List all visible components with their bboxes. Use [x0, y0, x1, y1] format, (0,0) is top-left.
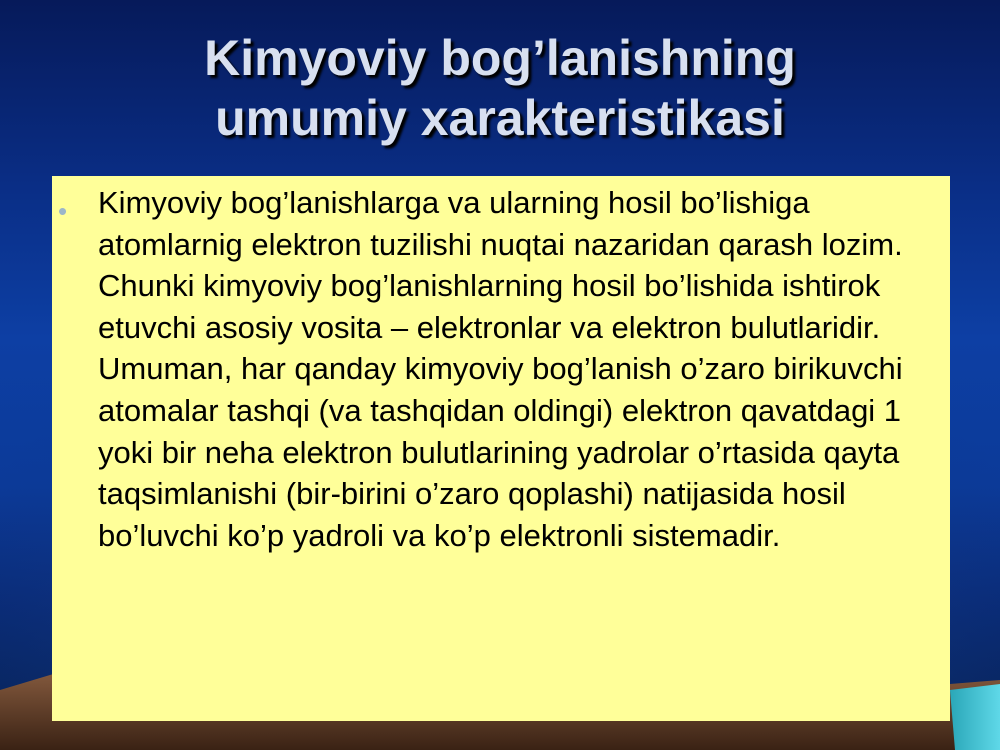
water-shape [950, 684, 1000, 750]
body-text: Kimyoviy bog’lanishlarga va ularning hosil bo’lishiga atomlarnig elektron tuzilishi nuqtai nazaridan qarash lozim. Chunki kimyoviy bog’lanishlarning hosil bo’lishida ishtirok etuvchi asosiy vosita – elektronlar va elektron bulutlaridir. Umuman, har qanday kimyoviy bog’lanish o’zaro birikuvchi atomalar tashqi (va tashqidan oldingi) elektron qavatdagi 1 yoki bir neha elektron bulutlarining yadrolar o’rtasida qayta taqsimlanishi (bir-birini o’zaro qoplashi) natijasida hosil bo’luvchi ko’p yadroli va ko’p elektronli sistemadir. [98, 185, 903, 553]
title-line-2: umumiy xarakteristikasi [215, 90, 785, 146]
content-box [52, 176, 950, 721]
title-line-1: Kimyoviy bog’lanishning [204, 30, 796, 86]
slide-title [0, 28, 1000, 148]
bullet-icon: • [58, 196, 68, 226]
